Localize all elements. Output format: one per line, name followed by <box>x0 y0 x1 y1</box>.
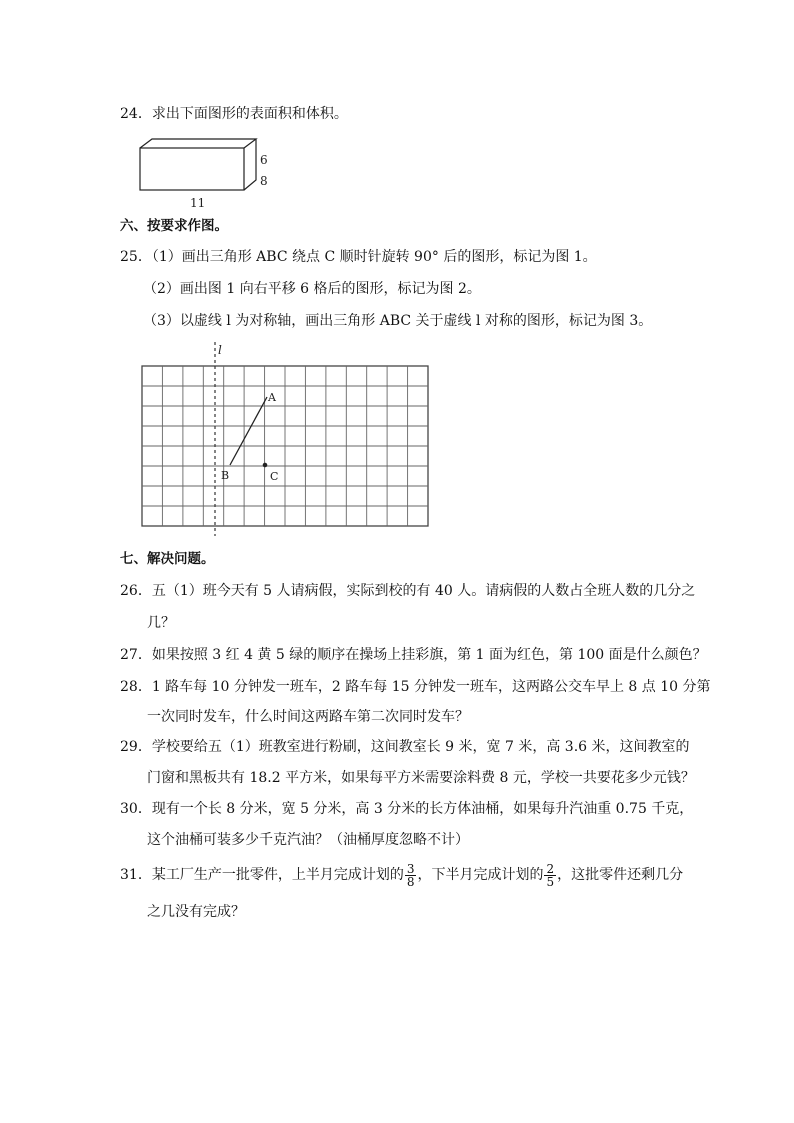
q25-line-3: （3）以虚线 l 为对称轴，画出三角形 ABC 关于虚线 l 对称的图形，标记为图 3。 <box>143 313 653 329</box>
point-a-label: A <box>268 391 276 404</box>
q31-line-2: 之几没有完成？ <box>147 904 245 920</box>
q28-line-2: 一次同时发车，什么时间这两路车第二次同时发车？ <box>147 709 469 725</box>
section-seven-title: 七、解决问题。 <box>120 551 215 567</box>
fraction-1-denominator: 8 <box>406 874 415 889</box>
grid-lines <box>142 366 428 526</box>
fraction-2-denominator: 5 <box>546 874 555 889</box>
q31-text-part-1: 31．某工厂生产一批零件，上半月完成计划的 <box>120 867 404 883</box>
q26-line-1: 26．五（1）班今天有 5 人请病假，实际到校的有 40 人。请病假的人数占全班人数的几分之 <box>120 583 696 599</box>
q24-text: 24．求出下面图形的表面积和体积。 <box>120 106 348 122</box>
point-c-label: C <box>270 470 279 483</box>
cuboid-width-label: 8 <box>260 174 268 188</box>
q26-line-2: 几？ <box>147 615 175 631</box>
cuboid-front-face <box>140 148 244 190</box>
point-c-dot <box>263 463 268 468</box>
q28-line-1: 28．1 路车每 10 分钟发一班车，2 路车每 15 分钟发一班车，这两路公交车早上 8 点 10 分第 <box>120 679 711 695</box>
q29-line-2: 门窗和黑板共有 18.2 平方米，如果每平方米需要涂料费 8 元，学校一共要花多少元钱？ <box>147 770 695 786</box>
q31-line-1 <box>120 862 683 888</box>
fraction-2-numerator: 2 <box>546 861 555 876</box>
cuboid-length-label: 11 <box>190 196 206 210</box>
q25-line-2: （2）画出图 1 向右平移 6 格后的图形，标记为图 2。 <box>143 281 481 297</box>
q30-line-1: 30．现有一个长 8 分米，宽 5 分米，高 3 分米的长方体油桶，如果每升汽油重 0.75 千克， <box>120 801 694 817</box>
q30-line-2: 这个油桶可装多少千克汽油？（油桶厚度忽略不计） <box>147 832 469 848</box>
segment-ab <box>230 397 267 465</box>
fraction-1-numerator: 3 <box>406 861 415 876</box>
cuboid-height-label: 6 <box>260 153 268 167</box>
q31-text-part-3: ，这批零件还剩几分 <box>557 867 684 883</box>
q27-text: 27．如果按照 3 红 4 黄 5 绿的顺序在操场上挂彩旗，第 1 面为红色，第 100 面是什么颜色？ <box>120 647 707 663</box>
grid-figure <box>136 338 436 538</box>
fraction-two-fifths <box>544 863 556 888</box>
q25-line-1: 25．（1）画出三角形 ABC 绕点 C 顺时针旋转 90° 后的图形，标记为图 1。 <box>120 249 597 265</box>
cuboid-figure <box>134 136 284 216</box>
cuboid-top-face <box>140 139 256 148</box>
section-six-title: 六、按要求作图。 <box>120 218 228 234</box>
point-b-label: B <box>221 469 230 482</box>
q31-text-part-2: ，下半月完成计划的 <box>417 867 544 883</box>
q29-line-1: 29．学校要给五（1）班教室进行粉刷，这间教室长 9 米，宽 7 米，高 3.6 米，这间教室的 <box>120 739 690 755</box>
fraction-three-eighths <box>405 863 417 888</box>
symmetry-axis-label: l <box>218 343 222 357</box>
